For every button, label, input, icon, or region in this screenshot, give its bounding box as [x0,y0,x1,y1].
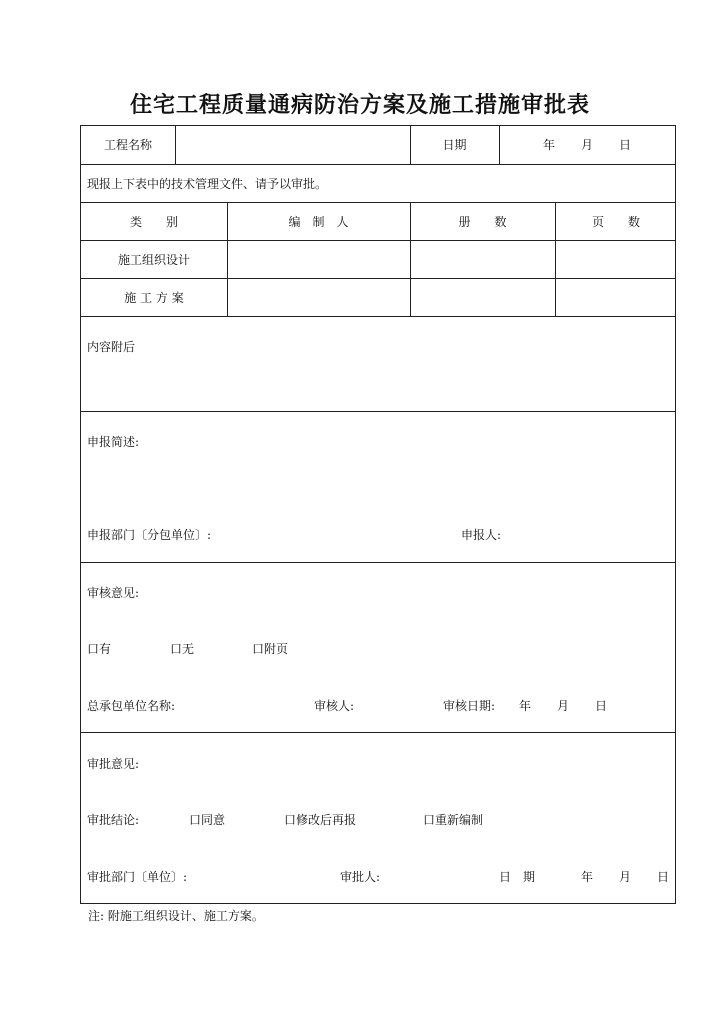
option-attached-page-checkbox[interactable]: 口附页 [252,642,289,656]
section-divider [81,562,675,563]
intro-text: 现报上下表中的技术管理文件、请予以审批。 [87,177,328,191]
year-label: 年 [543,138,556,152]
day-label: 日 [619,138,632,152]
applicant-label: 申报人: [461,528,502,542]
approval-opinion-label: 审批意见: [87,757,140,771]
approving-department-label: 审批部门〔单位〕: [87,870,188,884]
reviewer-label: 审核人: [314,699,355,713]
month-label: 月 [581,138,594,152]
approver-label: 审批人: [340,870,381,884]
option-yes-checkbox[interactable]: 口有 [87,642,112,656]
approval-month-label: 月 [619,870,632,884]
option-recompile-checkbox[interactable]: 口重新编制 [423,813,484,827]
approval-day-label: 日 [657,870,670,884]
col-divider [499,126,500,164]
footnote: 注: 附施工组织设计、施工方案。 [88,909,264,923]
table-row-category: 施 工 方 案 [124,291,184,305]
column-header-pages: 页 数 [591,215,640,229]
review-day-label: 日 [595,699,608,713]
table-row-category: 施工组织设计 [117,253,190,267]
contractor-name-label: 总承包单位名称: [87,699,176,713]
row-divider [81,316,675,317]
approval-date-label: 日 期 [499,870,536,884]
section-divider [81,411,675,412]
column-header-compiler: 编 制 人 [288,215,349,229]
date-label: 日期 [442,138,467,152]
approval-year-label: 年 [581,870,594,884]
column-header-volumes: 册 数 [458,215,507,229]
submitting-department-label: 申报部门〔分包单位〕: [87,528,212,542]
review-month-label: 月 [557,699,570,713]
row-divider [81,202,675,203]
column-header-category: 类 别 [129,215,178,229]
approval-conclusion-label: 审批结论: [87,813,140,827]
option-approve-checkbox[interactable]: 口同意 [189,813,226,827]
summary-label: 申报简述: [87,435,140,449]
option-revise-resubmit-checkbox[interactable]: 口修改后再报 [284,813,357,827]
project-name-label: 工程名称 [103,138,152,152]
form-title: 住宅工程质量通病防治方案及施工措施审批表 [129,92,590,118]
approval-form [80,125,676,904]
review-opinion-label: 审核意见: [87,586,140,600]
col-divider [175,126,176,164]
review-date-label: 审核日期: [443,699,496,713]
row-divider [81,164,675,165]
attachment-label: 内容附后 [87,340,136,354]
row-divider [81,240,675,241]
section-divider [81,732,675,733]
row-divider [81,278,675,279]
option-no-checkbox[interactable]: 口无 [170,642,195,656]
review-year-label: 年 [519,699,532,713]
